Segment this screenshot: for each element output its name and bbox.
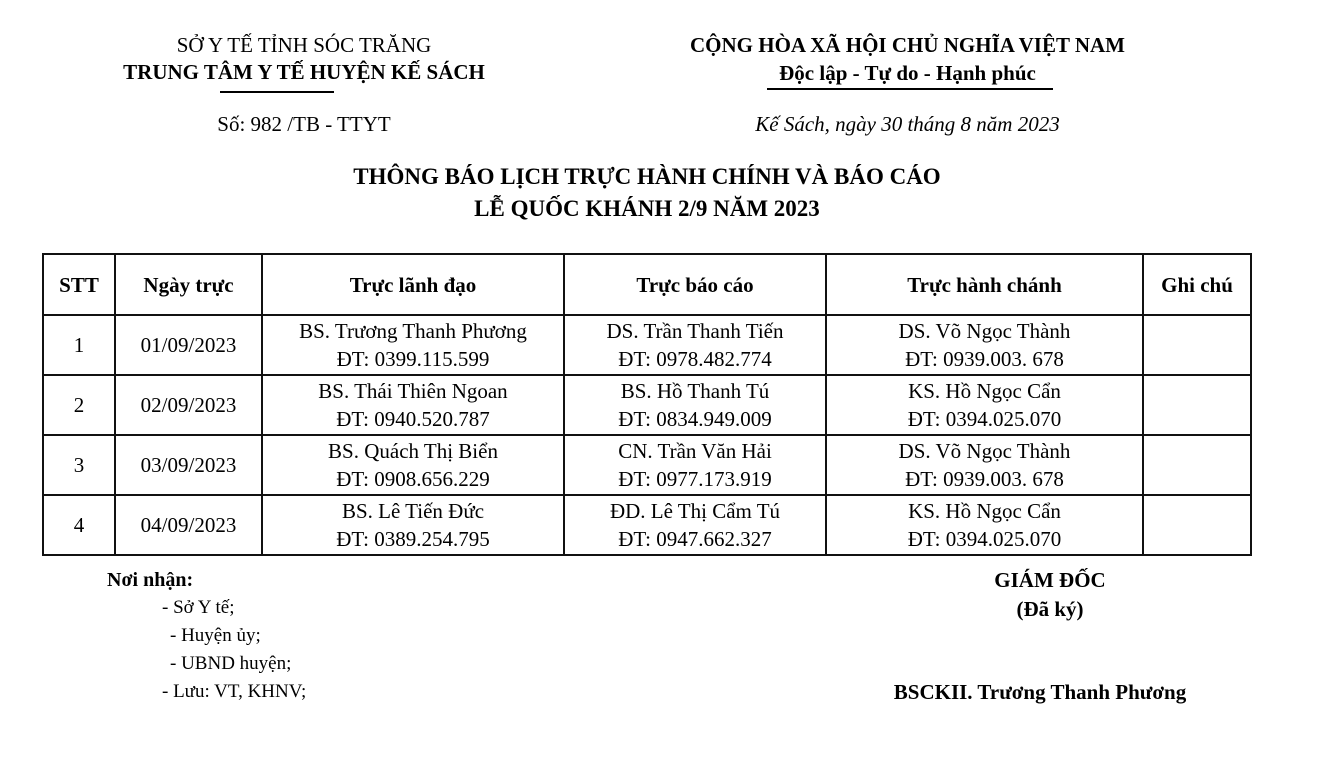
report-name: CN. Trần Văn Hải xyxy=(618,439,772,463)
cell-note xyxy=(1143,375,1251,435)
column-header-admin: Trực hành chánh xyxy=(826,254,1143,315)
admin-phone: ĐT: 0394.025.070 xyxy=(907,527,1062,551)
leader-name: BS. Lê Tiến Đức xyxy=(341,499,485,523)
admin-phone: ĐT: 0394.025.070 xyxy=(907,407,1062,431)
cell-leader xyxy=(262,375,564,435)
report-phone: ĐT: 0947.662.327 xyxy=(618,527,772,551)
duty-schedule-table xyxy=(42,253,1252,556)
column-header-report: Trực báo cáo xyxy=(564,254,826,315)
signer-name: BSCKII. Trương Thanh Phương xyxy=(893,680,1187,704)
admin-phone: ĐT: 0939.003. 678 xyxy=(905,347,1064,371)
cell-stt: 1 xyxy=(43,315,115,375)
report-phone: ĐT: 0977.173.919 xyxy=(618,467,772,491)
report-phone: ĐT: 0834.949.009 xyxy=(618,407,772,431)
recipient-item: - Lưu: VT, KHNV; xyxy=(162,681,307,702)
department-name: SỞ Y TẾ TỈNH SÓC TRĂNG xyxy=(176,33,432,57)
cell-stt: 2 xyxy=(43,375,115,435)
leader-phone: ĐT: 0940.520.787 xyxy=(336,407,490,431)
table-row xyxy=(43,495,1251,555)
signer-title: GIÁM ĐỐC xyxy=(994,568,1106,592)
table-row xyxy=(43,315,1251,375)
motto-underline xyxy=(767,88,1053,90)
table-header-row xyxy=(43,254,1251,315)
cell-report xyxy=(564,375,826,435)
admin-name: DS. Võ Ngọc Thành xyxy=(898,319,1071,343)
column-header-leader: Trực lãnh đạo xyxy=(262,254,564,315)
cell-report xyxy=(564,435,826,495)
cell-note xyxy=(1143,315,1251,375)
leader-phone: ĐT: 0908.656.229 xyxy=(336,467,490,491)
cell-note xyxy=(1143,435,1251,495)
document-title-line2: LỄ QUỐC KHÁNH 2/9 NĂM 2023 xyxy=(474,196,820,221)
cell-report xyxy=(564,495,826,555)
cell-leader xyxy=(262,435,564,495)
cell-note xyxy=(1143,495,1251,555)
cell-stt: 3 xyxy=(43,435,115,495)
place-date: Kế Sách, ngày 30 tháng 8 năm 2023 xyxy=(755,112,1060,136)
document-number: Số: 982 /TB - TTYT xyxy=(217,112,391,136)
cell-admin xyxy=(826,435,1143,495)
cell-leader xyxy=(262,495,564,555)
report-phone: ĐT: 0978.482.774 xyxy=(618,347,772,371)
recipient-item: - Huyện ủy; xyxy=(170,625,261,646)
cell-admin xyxy=(826,315,1143,375)
document-title-line1: THÔNG BÁO LỊCH TRỰC HÀNH CHÍNH VÀ BÁO CÁO xyxy=(353,164,941,189)
report-name: ĐD. Lê Thị Cẩm Tú xyxy=(609,499,781,523)
organization-name: TRUNG TÂM Y TẾ HUYỆN KẾ SÁCH xyxy=(123,60,485,84)
cell-date: 02/09/2023 xyxy=(115,375,262,435)
leader-phone: ĐT: 0389.254.795 xyxy=(336,527,490,551)
recipients-title: Nơi nhận: xyxy=(107,569,194,591)
admin-name: KS. Hồ Ngọc Cẩn xyxy=(908,499,1061,523)
organization-underline xyxy=(220,91,334,93)
national-motto: Độc lập - Tự do - Hạnh phúc xyxy=(779,61,1036,85)
table-row xyxy=(43,435,1251,495)
cell-leader xyxy=(262,315,564,375)
column-header-date: Ngày trực xyxy=(115,254,262,315)
admin-name: DS. Võ Ngọc Thành xyxy=(898,439,1071,463)
cell-report xyxy=(564,315,826,375)
cell-admin xyxy=(826,375,1143,435)
leader-name: BS. Trương Thanh Phương xyxy=(299,319,527,343)
admin-name: KS. Hồ Ngọc Cẩn xyxy=(908,379,1061,403)
nation-title: CỘNG HÒA XÃ HỘI CHỦ NGHĨA VIỆT NAM xyxy=(689,33,1126,57)
leader-phone: ĐT: 0399.115.599 xyxy=(336,347,490,371)
recipient-item: - UBND huyện; xyxy=(170,653,292,674)
leader-name: BS. Quách Thị Biển xyxy=(328,439,498,463)
report-name: BS. Hồ Thanh Tú xyxy=(620,379,770,403)
cell-date: 01/09/2023 xyxy=(115,315,262,375)
admin-phone: ĐT: 0939.003. 678 xyxy=(905,467,1064,491)
cell-stt: 4 xyxy=(43,495,115,555)
recipient-item: - Sở Y tế; xyxy=(162,597,235,618)
column-header-note: Ghi chú xyxy=(1143,254,1251,315)
table-row xyxy=(43,375,1251,435)
cell-date: 03/09/2023 xyxy=(115,435,262,495)
cell-admin xyxy=(826,495,1143,555)
leader-name: BS. Thái Thiên Ngoan xyxy=(318,379,508,403)
column-header-stt: STT xyxy=(43,254,115,315)
cell-date: 04/09/2023 xyxy=(115,495,262,555)
signed-note: (Đã ký) xyxy=(1016,597,1084,621)
report-name: DS. Trần Thanh Tiến xyxy=(606,319,784,343)
